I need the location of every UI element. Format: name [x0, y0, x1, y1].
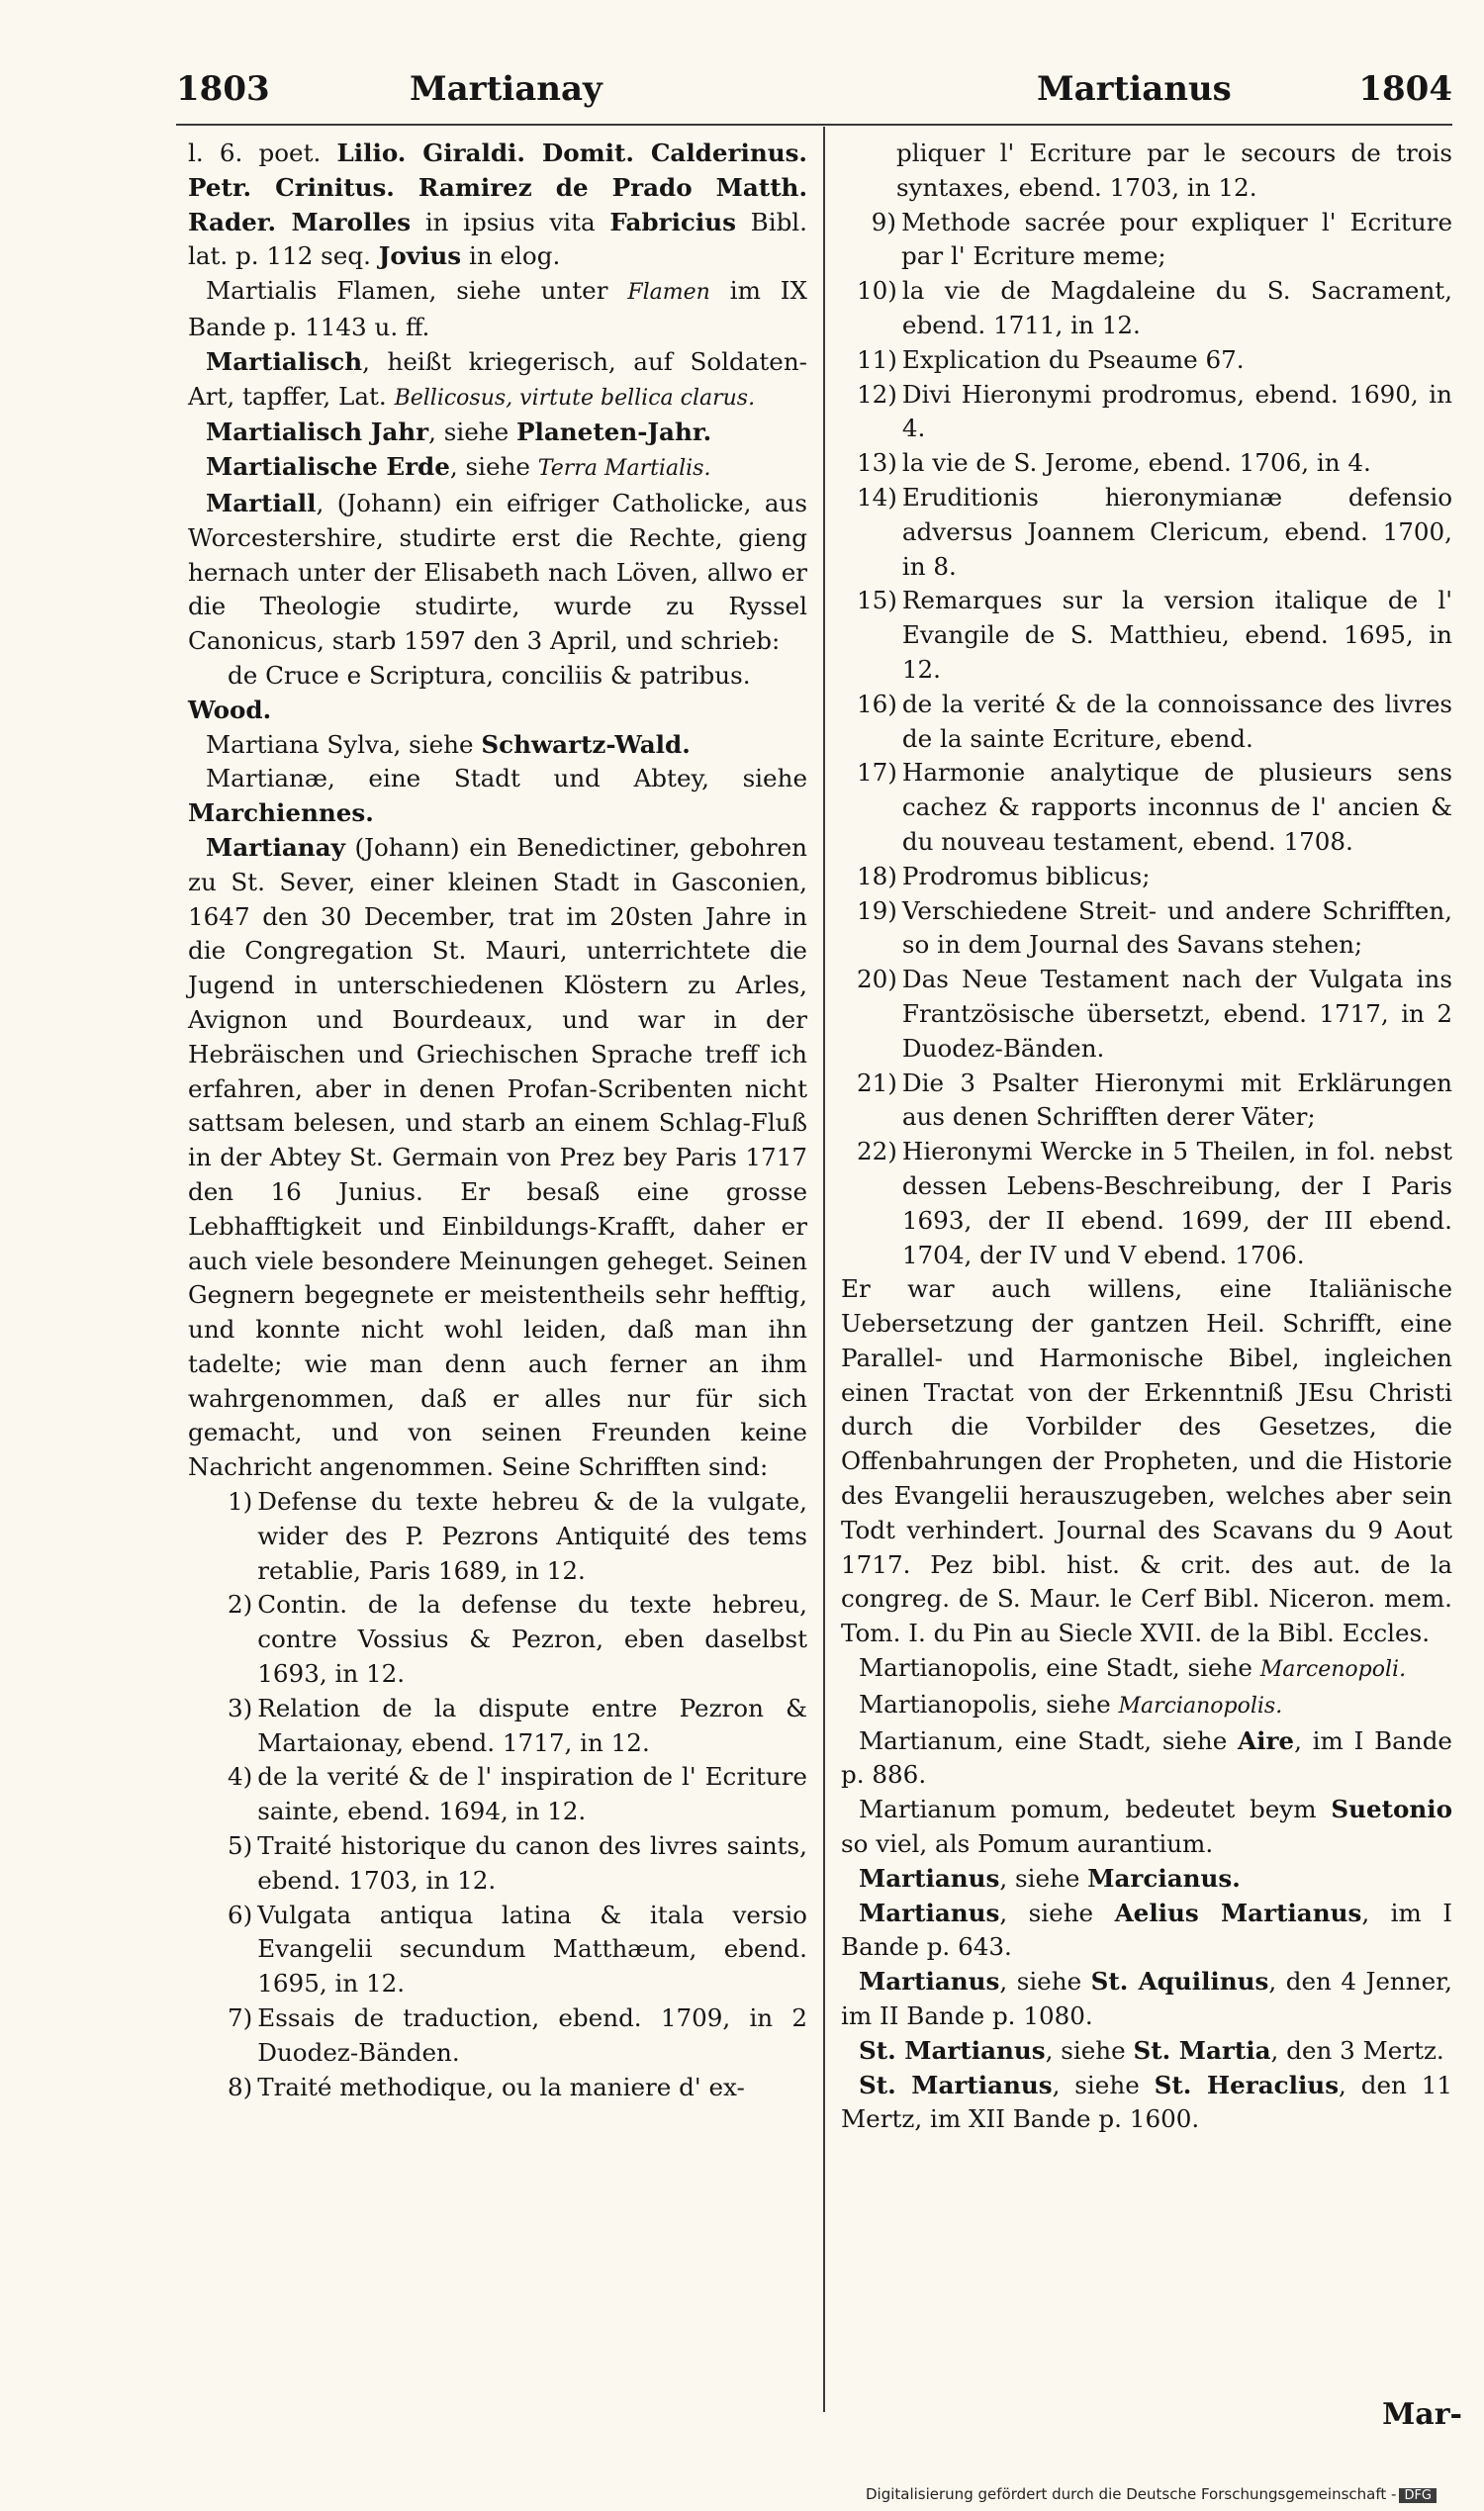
dfg-logo: DFG	[1399, 2488, 1437, 2503]
item-text: Explication du Pseaume 67.	[901, 344, 1245, 374]
item-number: 10)	[857, 276, 897, 306]
entry-closing-paragraph: Er war auch willens, eine Italiänische Uebersetzung der gantzen Heil. Schrifft, eine Parallel- und Harmonische Bibel, ingleichen einen Tractat von der Erkenntniß JEsu Christi durch die Vorbilder des Gesetzes, die Offenbahrungen der Propheten, und die Historie des Evangelii herauszugeben, welches aber sein Todt verhindert. Journal des Scavans du 9 Aout 1717. Pez bibl. hist. & crit. des aut. de la congreg. de S. Maur. le Cerf Bibl. Niceron. mem. Tom. I. du Pin au Siecle XVII. de la Bibl. Eccles.	[841, 1274, 1452, 1648]
entry-martiana-sylva	[188, 728, 807, 763]
name: Suetonio	[1331, 1795, 1452, 1824]
item-text: Divi Hieronymi prodromus, ebend. 1690, in 4.	[901, 379, 1452, 443]
entry-martialisch	[188, 345, 807, 417]
item-number: 6)	[228, 1900, 253, 1929]
item-text: Remarques sur la version italique de l' Evangile de S. Matthieu, ebend. 1695, in 12.	[901, 586, 1452, 684]
item-text: Hieronymi Wercke in 5 Theilen, in fol. nebst dessen Lebens-Beschreibung, der I Paris 1693, der II ebend. 1699, der III ebend. 1704, der IV und V ebend. 1706.	[901, 1137, 1452, 1269]
reference: Aire	[1238, 1725, 1295, 1755]
headword: Martialisch Jahr	[206, 418, 429, 447]
item-text: Relation de la dispute entre Pezron & Martaionay, ebend. 1717, in 12.	[257, 1693, 807, 1757]
text: , siehe	[999, 1898, 1115, 1927]
item-text: Eruditionis hieronymianæ defensio adversus Joannem Clericum, ebend. 1700, in 8.	[901, 482, 1452, 581]
latin-term: Marcianopolis.	[1118, 1693, 1283, 1719]
list-item	[841, 1135, 1452, 1272]
text: Martianæ, eine Stadt und Abtey, siehe	[206, 764, 807, 793]
item-text: Defense du texte hebreu & de la vulgate, wider des P. Pezrons Antiquité des tems retablie, Paris 1689, in 12.	[257, 1487, 807, 1585]
item-number: 16)	[857, 689, 897, 718]
running-header	[176, 59, 1452, 119]
item-text: Das Neue Testament nach der Vulgata ins Frantzösische übersetzt, ebend. 1717, in 2 Duodez-Bänden.	[901, 965, 1452, 1063]
text: , heißt kriegerisch, auf Soldaten-Art, tapffer, Lat.	[188, 346, 807, 411]
entry-st-martianus-1	[841, 2034, 1452, 2069]
headword: Martialisch	[206, 346, 363, 376]
text: Martianopolis, eine Stadt, siehe	[859, 1653, 1260, 1683]
text: , siehe	[1052, 2070, 1155, 2099]
list-item	[188, 1760, 807, 1829]
reference: St. Heraclius	[1154, 2070, 1340, 2099]
page-number-left: 1803	[176, 69, 270, 109]
text: Martiana Sylva, siehe	[206, 729, 482, 759]
text: Martianopolis, siehe	[859, 1689, 1119, 1719]
page-number-right: 1804	[1358, 69, 1452, 109]
text: , siehe	[999, 1967, 1091, 1997]
text: Bibl. lat. p. 112 seq.	[188, 207, 807, 271]
item-number: 22)	[857, 1137, 897, 1166]
text: , den 11 Mertz, im XII Bande p. 1600.	[841, 2070, 1452, 2134]
latin-term: Bellicosus, virtute bellica clarus.	[394, 385, 756, 411]
works-list-right	[841, 206, 1452, 1273]
list-item	[841, 1067, 1452, 1136]
right-column	[841, 137, 1452, 2137]
headword: Martiall	[206, 488, 317, 517]
headword: Martianus	[859, 1967, 1000, 1997]
footer-text: Digitalisierung gefördert durch die Deutsche Forschungsgemeinschaft -	[865, 2485, 1397, 2503]
list-item	[188, 1899, 807, 2001]
headword: Martianus	[859, 1898, 1000, 1927]
list-item	[188, 1485, 807, 1588]
item-number: 1)	[228, 1487, 253, 1517]
works-list-left	[188, 1485, 807, 2104]
list-item	[841, 688, 1452, 757]
text: so viel, als Pomum aurantium.	[841, 1829, 1214, 1859]
column-divider	[823, 127, 825, 2412]
item-number: 14)	[857, 482, 897, 512]
catchword: Mar-	[1382, 2397, 1462, 2432]
item-number: 5)	[228, 1831, 253, 1861]
text: Martialis Flamen, siehe unter	[206, 276, 628, 306]
name: Fabricius	[609, 207, 736, 236]
entry-st-martianus-2	[841, 2069, 1452, 2138]
work-title: de Cruce e Scriptura, conciliis & patribus.	[228, 660, 751, 690]
item-number: 21)	[857, 1068, 897, 1097]
entry-martialis-flamen	[188, 274, 807, 345]
item-number: 7)	[228, 2003, 253, 2033]
text: , siehe	[449, 452, 538, 482]
item-text: Traité methodique, ou la maniere d' ex-	[257, 2072, 745, 2101]
item-text: de la verité & de la connoissance des livres de la sainte Ecriture, ebend.	[901, 689, 1452, 753]
names: Lilio. Giraldi. Domit. Calderinus. Petr. Crinitus. Ramirez de Prado Matth. Rader. Marolles	[188, 139, 807, 236]
item-number: 15)	[857, 586, 897, 615]
list-item	[188, 2001, 807, 2071]
item-text: Prodromus biblicus;	[901, 861, 1151, 890]
item-text: Vulgata antiqua latina & itala versio Evangelii secundum Matthæum, ebend. 1695, in 12.	[257, 1900, 807, 1999]
list-item	[841, 894, 1452, 964]
text: , im I Bande p. 886.	[841, 1725, 1452, 1790]
entry-martianus-2	[841, 1897, 1452, 1966]
entry-martiall	[188, 487, 807, 659]
text: Martianum, eine Stadt, siehe	[859, 1725, 1239, 1755]
item-number: 19)	[857, 895, 897, 925]
item-number: 11)	[857, 344, 897, 374]
list-item	[841, 963, 1452, 1066]
list-item	[841, 584, 1452, 687]
reference: Schwartz-Wald.	[481, 729, 691, 759]
item-text: Methode sacrée pour expliquer l' Ecriture par l' Ecriture meme;	[901, 207, 1452, 271]
item-number: 18)	[857, 861, 897, 890]
item-text: Die 3 Psalter Hieronymi mit Erklärungen aus denen Schrifften derer Väter;	[901, 1068, 1452, 1132]
left-column	[188, 137, 807, 2104]
text: , den 4 Jenner, im II Bande p. 1080.	[841, 1967, 1453, 2031]
reference: Marchiennes.	[188, 798, 374, 828]
item-text: de la verité & de l' inspiration de l' Ecriture sainte, ebend. 1694, in 12.	[257, 1762, 807, 1826]
latin-term: Flamen	[627, 280, 710, 306]
text: l. 6. poet.	[188, 139, 337, 167]
entry-martianus-1	[841, 1862, 1452, 1897]
latin-term: Marcenopoli.	[1259, 1657, 1407, 1683]
text: , im I Bande p. 643.	[841, 1898, 1453, 1962]
list-item	[841, 274, 1452, 343]
reference: St. Aquilinus	[1090, 1967, 1269, 1997]
entry-martianum	[841, 1724, 1452, 1794]
entry-continuation	[188, 137, 807, 274]
header-keyword-left: Martianay	[410, 69, 603, 109]
header-rule	[176, 124, 1452, 126]
item-number: 12)	[857, 379, 897, 409]
entry-martianum-pomum	[841, 1793, 1452, 1862]
text: in ipsius vita	[411, 207, 610, 236]
item-number: 8)	[228, 2072, 253, 2101]
header-keyword-right: Martianus	[1037, 69, 1232, 109]
list-item	[841, 343, 1452, 378]
headword: Martialische Erde	[206, 452, 450, 482]
item-number: 3)	[228, 1693, 253, 1722]
item-number: 20)	[857, 965, 897, 994]
entry-martianus-3	[841, 1965, 1452, 2034]
item-text: Harmonie analytique de plusieurs sens cachez & rapports inconnus de l' ancien & du nouveau testament, ebend. 1708.	[901, 758, 1452, 856]
text: (Johann) ein Benedictiner, gebohren zu St. Sever, einer kleinen Stadt in Gasconien, 1647 den 30 December, trat im 20sten Jahre in die Congregation St. Mauri, unterrichtete die Jugend in unterschiedenen Klöstern zu Arles, Avignon und Bourdeaux, und war in der Hebräischen und Griechischen Sprache treff ich erfahren, aber in denen Profan-Scribenten nicht sattsam belesen, und starb an einem Schlag-Fluß in der Abtey St. Germain von Prez bey Paris 1717 den 16 Junius. Er besaß eine grosse Lebhafftigkeit und Einbildungs-Krafft, daher er auch viele besondere Meinungen geheget. Seinen Gegnern begegnete er meistentheils sehr hefftig, und konnte nicht wohl leiden, daß man ihn tadelte; wie man denn auch ferner an ihm wahrgenommen, daß er alles nur für sich gemacht, und von seinen Freunden keine Nachricht angenommen. Seine Schrifften sind:	[188, 832, 807, 1482]
list-continuation: pliquer l' Ecriture par le secours de trois syntaxes, ebend. 1703, in 12.	[896, 139, 1452, 202]
entry-martialische-erde	[188, 450, 807, 487]
headword: Martianay	[206, 832, 345, 862]
item-text: Contin. de la defense du texte hebreu, contre Vossius & Pezron, eben daselbst 1693, in 12.	[257, 1590, 807, 1689]
text: , den 3 Mertz.	[1270, 2035, 1444, 2065]
headword: St. Martianus	[859, 2070, 1053, 2099]
text: , siehe	[1045, 2035, 1134, 2065]
list-item	[841, 446, 1452, 481]
item-number: 2)	[228, 1590, 253, 1620]
entry-martianopolis-2	[841, 1688, 1452, 1724]
headword: Martianus	[859, 1863, 1000, 1893]
list-item	[841, 206, 1452, 275]
item-text: Verschiedene Streit- und andere Schrifften, so in dem Journal des Savans stehen;	[901, 895, 1452, 960]
text: , siehe	[428, 418, 517, 447]
text: , (Johann) ein eifriger Catholicke, aus Worcestershire, studirte erst die Rechte, gieng hernach unter der Elisabeth nach Löven, allwo er die Theologie studirte, wurde zu Ryssel Canonicus, starb 1597 den 3 April, und schrieb:	[188, 488, 807, 656]
text: Martianum pomum, bedeutet beym	[859, 1795, 1332, 1824]
list-item	[188, 1829, 807, 1899]
reference: St. Martia	[1133, 2035, 1271, 2065]
item-number: 17)	[857, 758, 897, 788]
entry-martialisch-jahr	[188, 416, 807, 450]
headword: St. Martianus	[859, 2035, 1046, 2065]
list-item	[841, 378, 1452, 447]
item-text: Essais de traduction, ebend. 1709, in 2 Duodez-Bänden.	[257, 2003, 807, 2067]
list-item	[841, 756, 1452, 859]
list-item	[188, 1692, 807, 1761]
latin-term: Terra Martialis.	[537, 456, 711, 482]
name: Jovius	[378, 241, 462, 271]
source-reference: Wood.	[188, 695, 272, 724]
text: in elog.	[461, 241, 561, 271]
text: , siehe	[999, 1863, 1088, 1893]
item-number: 4)	[228, 1762, 253, 1792]
list-item	[188, 2071, 807, 2105]
item-number: 9)	[871, 207, 896, 236]
entry-martianay	[188, 831, 807, 1485]
item-text: la vie de S. Jerome, ebend. 1706, in 4.	[901, 448, 1371, 478]
list-item	[841, 481, 1452, 584]
item-number: 13)	[857, 448, 897, 478]
list-item	[188, 1588, 807, 1691]
list-item	[841, 860, 1452, 894]
text: im IX Bande p. 1143 u. ff.	[188, 276, 807, 341]
item-text: la vie de Magdaleine du S. Sacrament, ebend. 1711, in 12.	[901, 276, 1452, 339]
entry-martianopolis-1	[841, 1651, 1452, 1688]
reference: Aelius Martianus	[1114, 1898, 1362, 1927]
entry-martianae	[188, 762, 807, 831]
digitization-footer	[866, 2485, 1437, 2503]
reference: Planeten-Jahr.	[516, 418, 712, 447]
item-text: Traité historique du canon des livres saints, ebend. 1703, in 12.	[257, 1831, 807, 1895]
reference: Marcianus.	[1087, 1863, 1241, 1893]
